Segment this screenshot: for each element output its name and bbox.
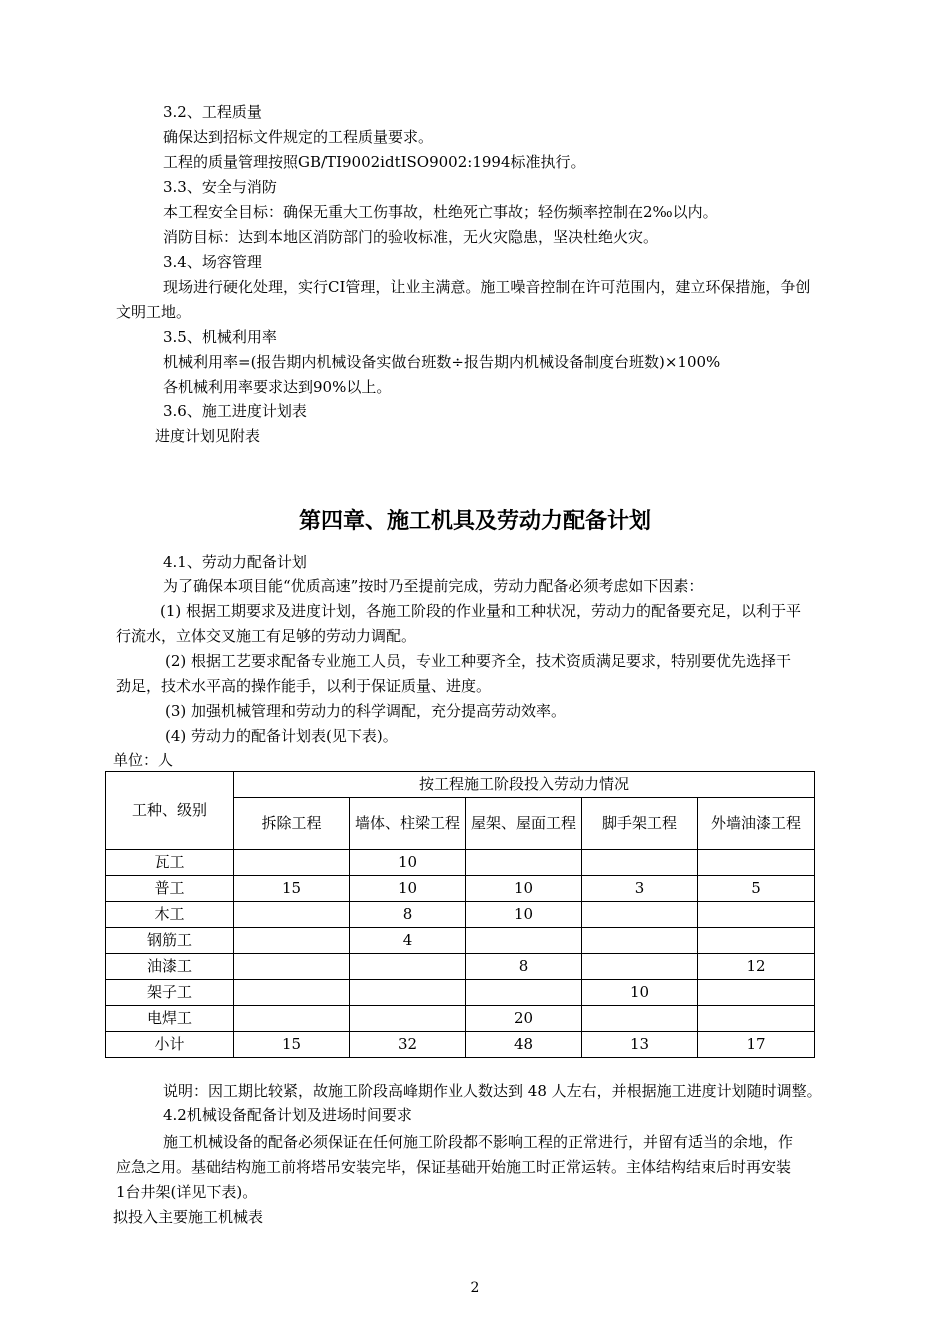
header-trade-level: 工种、级别 bbox=[106, 772, 234, 850]
table-cell bbox=[582, 954, 698, 980]
list-item-3: (3) 加强机械管理和劳动力的科学调配，充分提高劳动效率。 bbox=[165, 702, 567, 720]
list-item-2: (2) 根据工艺要求配备专业施工人员，专业工种要齐全，技术资质满足要求，特别要优先选择干 bbox=[165, 652, 792, 670]
section-4-2-paragraph: 1台井架(详见下表)。 bbox=[116, 1183, 258, 1201]
table-cell: 48 bbox=[466, 1032, 582, 1058]
table-cell bbox=[350, 1006, 466, 1032]
labor-plan-table bbox=[105, 771, 815, 1058]
table-row bbox=[106, 954, 815, 980]
section-3-2-title: 3.2、工程质量 bbox=[163, 103, 262, 121]
section-3-5-title: 3.5、机械利用率 bbox=[163, 328, 277, 346]
section-4-2-title: 4.2机械设备配备计划及进场时间要求 bbox=[163, 1106, 412, 1124]
table-cell bbox=[698, 1006, 815, 1032]
section-3-4-title: 3.4、场容管理 bbox=[163, 253, 262, 271]
machine-table-title: 拟投入主要施工机械表 bbox=[113, 1208, 264, 1226]
table-cell bbox=[698, 980, 815, 1006]
section-3-3-title: 3.3、安全与消防 bbox=[163, 178, 277, 196]
table-cell bbox=[466, 850, 582, 876]
table-cell bbox=[698, 850, 815, 876]
table-cell: 20 bbox=[466, 1006, 582, 1032]
table-row bbox=[106, 850, 815, 876]
table-cell: 10 bbox=[350, 876, 466, 902]
row-trade-label: 小计 bbox=[106, 1032, 234, 1058]
header-roof-truss: 屋架、屋面工程 bbox=[466, 798, 582, 850]
note: 说明：因工期比较紧，故施工阶段高峰期作业人数达到 48 人左右，并根据施工进度计划随时调整。 bbox=[163, 1082, 822, 1100]
list-item-2-continued: 劲足，技术水平高的操作能手，以利于保证质量、进度。 bbox=[116, 677, 492, 695]
header-demolition: 拆除工程 bbox=[234, 798, 350, 850]
table-unit-label: 单位：人 bbox=[113, 751, 174, 769]
table-cell: 15 bbox=[234, 876, 350, 902]
table-cell: 10 bbox=[466, 902, 582, 928]
section-3-5-formula: 机械利用率=(报告期内机械设备实做台班数÷报告期内机械设备制度台班数)×100% bbox=[163, 353, 721, 371]
table-cell: 10 bbox=[582, 980, 698, 1006]
list-item-1: (1) 根据工期要求及进度计划，各施工阶段的作业量和工种状况，劳动力的配备要充足，以利于平 bbox=[160, 602, 802, 620]
row-trade-label: 架子工 bbox=[106, 980, 234, 1006]
table-cell: 15 bbox=[234, 1032, 350, 1058]
table-row bbox=[106, 928, 815, 954]
table-cell: 5 bbox=[698, 876, 815, 902]
section-3-6-paragraph: 进度计划见附表 bbox=[155, 427, 261, 445]
table-row bbox=[106, 902, 815, 928]
row-trade-label: 瓦工 bbox=[106, 850, 234, 876]
section-3-4-paragraph: 文明工地。 bbox=[116, 303, 192, 321]
table-cell bbox=[234, 850, 350, 876]
table-cell bbox=[234, 980, 350, 1006]
header-group: 按工程施工阶段投入劳动力情况 bbox=[234, 772, 815, 798]
table-cell: 4 bbox=[350, 928, 466, 954]
table-cell bbox=[234, 928, 350, 954]
table-cell bbox=[466, 928, 582, 954]
row-trade-label: 钢筋工 bbox=[106, 928, 234, 954]
table-cell: 17 bbox=[698, 1032, 815, 1058]
page-number: 2 bbox=[470, 1280, 480, 1296]
table-row bbox=[106, 980, 815, 1006]
section-3-4-paragraph: 现场进行硬化处理，实行CI管理，让业主满意。施工噪音控制在许可范围内，建立环保措施，争创 bbox=[163, 278, 811, 296]
header-exterior-paint: 外墙油漆工程 bbox=[698, 798, 815, 850]
table-cell bbox=[582, 928, 698, 954]
table-cell: 10 bbox=[350, 850, 466, 876]
table-cell: 10 bbox=[466, 876, 582, 902]
section-4-2-paragraph: 施工机械设备的配备必须保证在任何施工阶段都不影响工程的正常进行，并留有适当的余地，作 bbox=[163, 1133, 794, 1151]
table-header-row bbox=[106, 772, 815, 798]
table-row bbox=[106, 1032, 815, 1058]
section-4-1-title: 4.1、劳动力配备计划 bbox=[163, 553, 307, 571]
table-cell bbox=[350, 980, 466, 1006]
row-trade-label: 木工 bbox=[106, 902, 234, 928]
table-cell bbox=[466, 980, 582, 1006]
table-cell: 8 bbox=[466, 954, 582, 980]
table-cell bbox=[698, 902, 815, 928]
table-row bbox=[106, 876, 815, 902]
table-cell bbox=[234, 902, 350, 928]
chapter-title: 第四章、施工机具及劳动力配备计划 bbox=[298, 509, 651, 534]
table-cell bbox=[582, 1006, 698, 1032]
table-cell bbox=[234, 954, 350, 980]
table-cell: 8 bbox=[350, 902, 466, 928]
header-wall-column-beam: 墙体、柱梁工程 bbox=[350, 798, 466, 850]
section-4-1-intro: 为了确保本项目能“优质高速”按时乃至提前完成，劳动力配备必须考虑如下因素： bbox=[163, 577, 704, 595]
section-4-2-paragraph: 应急之用。基础结构施工前将塔吊安装完毕，保证基础开始施工时正常运转。主体结构结束后时再安装 bbox=[116, 1158, 792, 1176]
section-3-6-title: 3.6、施工进度计划表 bbox=[163, 402, 307, 420]
table-cell: 12 bbox=[698, 954, 815, 980]
header-scaffolding: 脚手架工程 bbox=[582, 798, 698, 850]
section-3-2-paragraph: 工程的质量管理按照GB/TI9002idtISO9002:1994标准执行。 bbox=[163, 153, 586, 171]
list-item-1-continued: 行流水，立体交叉施工有足够的劳动力调配。 bbox=[116, 627, 417, 645]
section-3-5-paragraph: 各机械利用率要求达到90%以上。 bbox=[163, 378, 392, 396]
table-cell bbox=[234, 1006, 350, 1032]
row-trade-label: 电焊工 bbox=[106, 1006, 234, 1032]
section-3-3-paragraph: 本工程安全目标：确保无重大工伤事故，杜绝死亡事故；轻伤频率控制在2‰以内。 bbox=[163, 203, 718, 221]
table-row bbox=[106, 1006, 815, 1032]
table-cell bbox=[350, 954, 466, 980]
table-cell: 3 bbox=[582, 876, 698, 902]
section-3-2-paragraph: 确保达到招标文件规定的工程质量要求。 bbox=[163, 128, 434, 146]
list-item-4: (4) 劳动力的配备计划表(见下表)。 bbox=[165, 727, 398, 745]
table-cell bbox=[582, 902, 698, 928]
table-cell bbox=[698, 928, 815, 954]
section-3-3-paragraph: 消防目标：达到本地区消防部门的验收标准，无火灾隐患，坚决杜绝火灾。 bbox=[163, 228, 659, 246]
table-cell bbox=[582, 850, 698, 876]
table-cell: 13 bbox=[582, 1032, 698, 1058]
row-trade-label: 油漆工 bbox=[106, 954, 234, 980]
table-cell: 32 bbox=[350, 1032, 466, 1058]
row-trade-label: 普工 bbox=[106, 876, 234, 902]
